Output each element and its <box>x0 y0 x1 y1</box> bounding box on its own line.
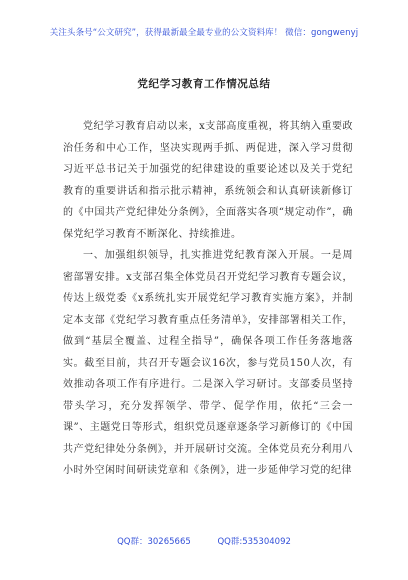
footer-qq-group-2: QQ群:535304092 <box>217 537 291 547</box>
footer-qq-group-1: QQ群：30265665 <box>117 537 191 547</box>
footer <box>0 535 408 547</box>
paragraph-intro: 党纪学习教育启动以来，x支部高度重视，将其纳入重要政治任务和中心工作，坚决实现两手抓、两促进，深入学习贯彻习近平总书记关于加强党的纪律建设的重要论述以及关于党纪教育的重要讲话和指示批示精神，系统领会和认真研读新修订的《中国共产党纪律处分条例》，全面落实各项“规定动作”，确保党纪学习教育不断深化、持续推进。 <box>63 121 353 240</box>
document-body <box>63 116 353 482</box>
paragraph-section-one: 一、加强组织领导，扎实推进党纪教育深入开展。一是周密部署安排。x支部召集全体党员召开党纪学习教育专题会议，传达上级党委《x系统扎实开展党纪学习教育实施方案》，并制定本支部《党纪学习教育重点任务清单》，安排部署相关工作，做到“基层全覆盖、过程全指导”，确保各项工作任务落地落实。截至目前，共召开专题会议16次，参与党员150人次，有效推动各项工作有序进行。二是深入学习研讨。支部委员坚持带头学习，充分发挥领学、带学、促学作用，依托“三会一课”、主题党日等形式，组织党员逐章逐条学习新修订的《中国共产党纪律处分条例》，并开展研讨交流。全体党员充分利用八小时外空闲时间研读党章和《条例》，进一步延伸学习党的纪律 <box>63 250 353 476</box>
document-title: 党纪学习教育工作情况总结 <box>137 78 271 90</box>
header-banner: 关注头条号“公文研究”，获得最新最全最专业的公文资料库！ 微信：gongwenyj <box>49 28 359 38</box>
